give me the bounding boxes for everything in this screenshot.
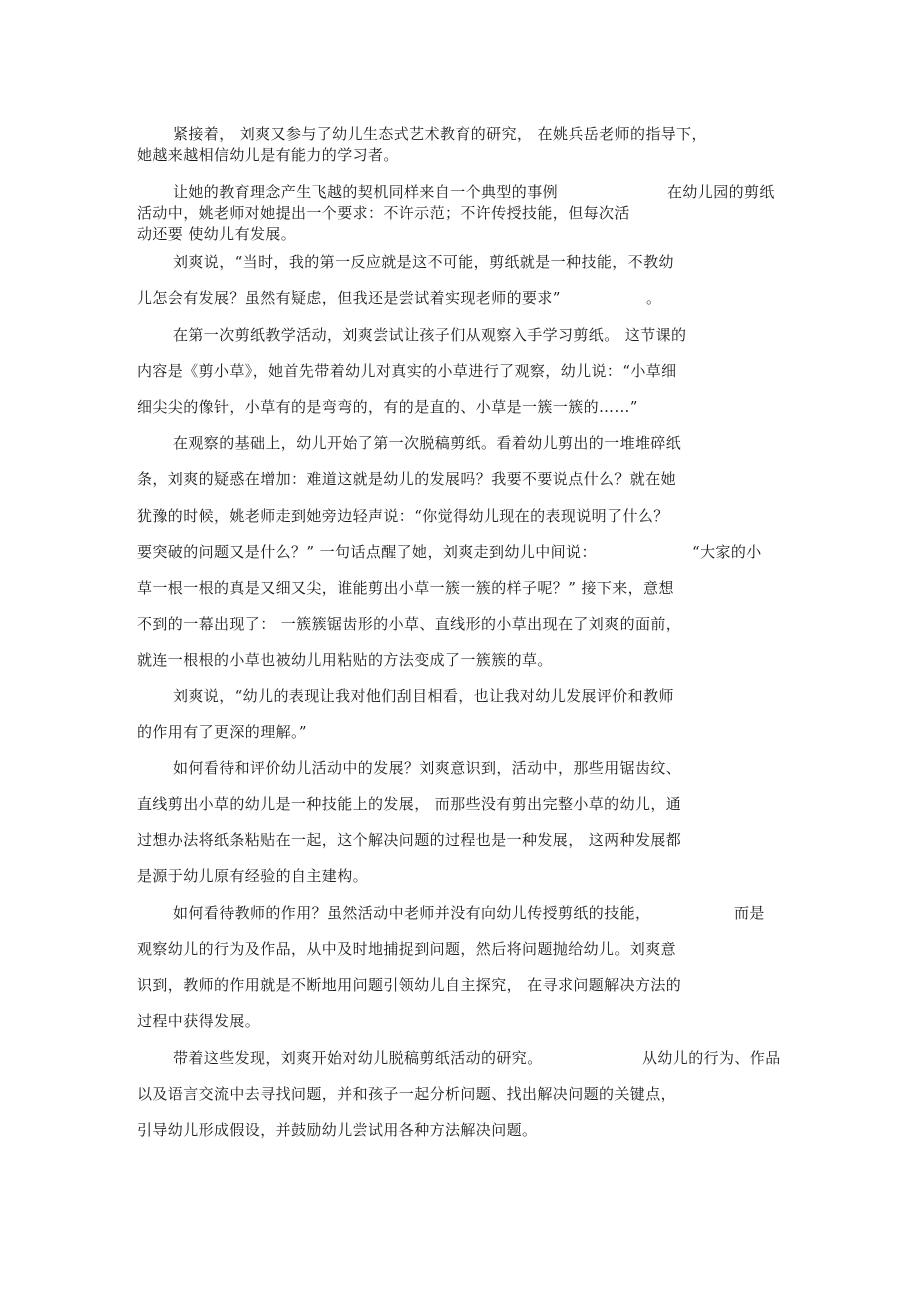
paragraph-6-line-2: 的作用有了更深的理解。” [137, 723, 307, 741]
paragraph-5-line-1: 在观察的基础上，幼儿开始了第一次脱稿剪纸。看着幼儿剪出的一堆堆碎纸 [173, 434, 682, 452]
paragraph-5-line-6: 不到的一幕出现了： 一簇簇锯齿形的小草、直线形的小草出现在了刘爽的面前， [137, 615, 682, 633]
paragraph-4-line-3: 细尖尖的像针，小草有的是弯弯的，有的是直的、小草是一簇一簇的……” [137, 398, 638, 416]
paragraph-3-line-1: 刘爽说，“当时，我的第一反应就是这不可能，剪纸就是一种技能，不教幼 [173, 253, 674, 271]
paragraph-8-line-4: 过程中获得发展。 [137, 1012, 261, 1030]
paragraph-9-line-1-tail: 从幼儿的行为、作品 [642, 1049, 781, 1067]
paragraph-3-line-2: 儿怎会有发展？虽然有疑虑，但我还是尝试着实现老师的要求” [137, 289, 561, 307]
paragraph-7-line-4: 是源于幼儿原有经验的自主建构。 [137, 867, 369, 885]
paragraph-9-line-1: 带着这些发现，刘爽开始对幼儿脱稿剪纸活动的研究。 [173, 1049, 543, 1067]
paragraph-8-line-1: 如何看待教师的作用？虽然活动中老师并没有向幼儿传授剪纸的技能， [173, 904, 651, 922]
paragraph-5-line-4-tail: “大家的小 [692, 543, 762, 561]
paragraph-8-line-3: 识到，教师的作用就是不断地用问题引领幼儿自主探究， 在寻求问题解决方法的 [137, 976, 682, 994]
paragraph-1-line-1: 紧接着， 刘爽又参与了幼儿生态式艺术教育的研究， 在姚兵岳老师的指导下， [173, 125, 707, 143]
paragraph-7-line-2: 直线剪出小草的幼儿是一种技能上的发展， 而那些没有剪出完整小草的幼儿，通 [137, 795, 682, 813]
paragraph-7-line-1: 如何看待和评价幼儿活动中的发展？刘爽意识到，活动中，那些用锯齿纹、 [173, 759, 682, 777]
paragraph-5-line-2: 条，刘爽的疑惑在增加：难道这就是幼儿的发展吗？我要不要说点什么？就在她 [137, 470, 677, 488]
paragraph-3-line-2-tail: 。 [646, 289, 662, 307]
paragraph-4-line-2: 内容是《剪小草》，她首先带着幼儿对真实的小草进行了观察，幼儿说：“小草细 [137, 362, 677, 380]
paragraph-2-line-2: 活动中，姚老师对她提出一个要求：不许示范；不许传授技能，但每次活 [137, 204, 630, 222]
paragraph-7-line-3: 过想办法将纸条粘贴在一起，这个解决问题的过程也是一种发展， 这两种发展都 [137, 831, 682, 849]
paragraph-9-line-2: 以及语言交流中去寻找问题，并和孩子一起分析问题、找出解决问题的关键点， [137, 1085, 677, 1103]
paragraph-9-line-3: 引导幼儿形成假设，并鼓励幼儿尝试用各种方法解决问题。 [137, 1121, 538, 1139]
paragraph-2-line-1: 让她的教育理念产生飞越的契机同样来自一个典型的事例 [173, 183, 559, 201]
paragraph-4-line-1: 在第一次剪纸教学活动，刘爽尝试让孩子们从观察入手学习剪纸。 这节课的 [173, 326, 687, 344]
paragraph-6-line-1: 刘爽说，“幼儿的表现让我对他们刮目相看，也让我对幼儿发展评价和教师 [173, 687, 674, 705]
paragraph-5-line-4: 要突破的问题又是什么？” 一句话点醒了她，刘爽走到幼儿中间说： [137, 543, 597, 561]
paragraph-5-line-3: 犹豫的时候，姚老师走到她旁边轻声说：“你觉得幼儿现在的表现说明了什么？ [137, 507, 669, 525]
paragraph-8-line-1-tail: 而是 [734, 904, 765, 922]
paragraph-5-line-7: 就连一根根的小草也被幼儿用粘贴的方法变成了一簇簇的草。 [137, 651, 553, 669]
paragraph-1-line-2: 她越来越相信幼儿是有能力的学习者。 [137, 146, 399, 164]
paragraph-8-line-2: 观察幼儿的行为及作品，从中及时地捕捉到问题，然后将问题抛给幼儿。刘爽意 [137, 940, 677, 958]
paragraph-2-line-1-tail: 在幼儿园的剪纸 [667, 183, 775, 201]
paragraph-2-line-3: 动还要 使幼儿有发展。 [137, 225, 297, 243]
paragraph-5-line-5: 草一根一根的真是又细又尖，谁能剪出小草一簇一簇的样子呢？” 接下来，意想 [137, 579, 674, 597]
